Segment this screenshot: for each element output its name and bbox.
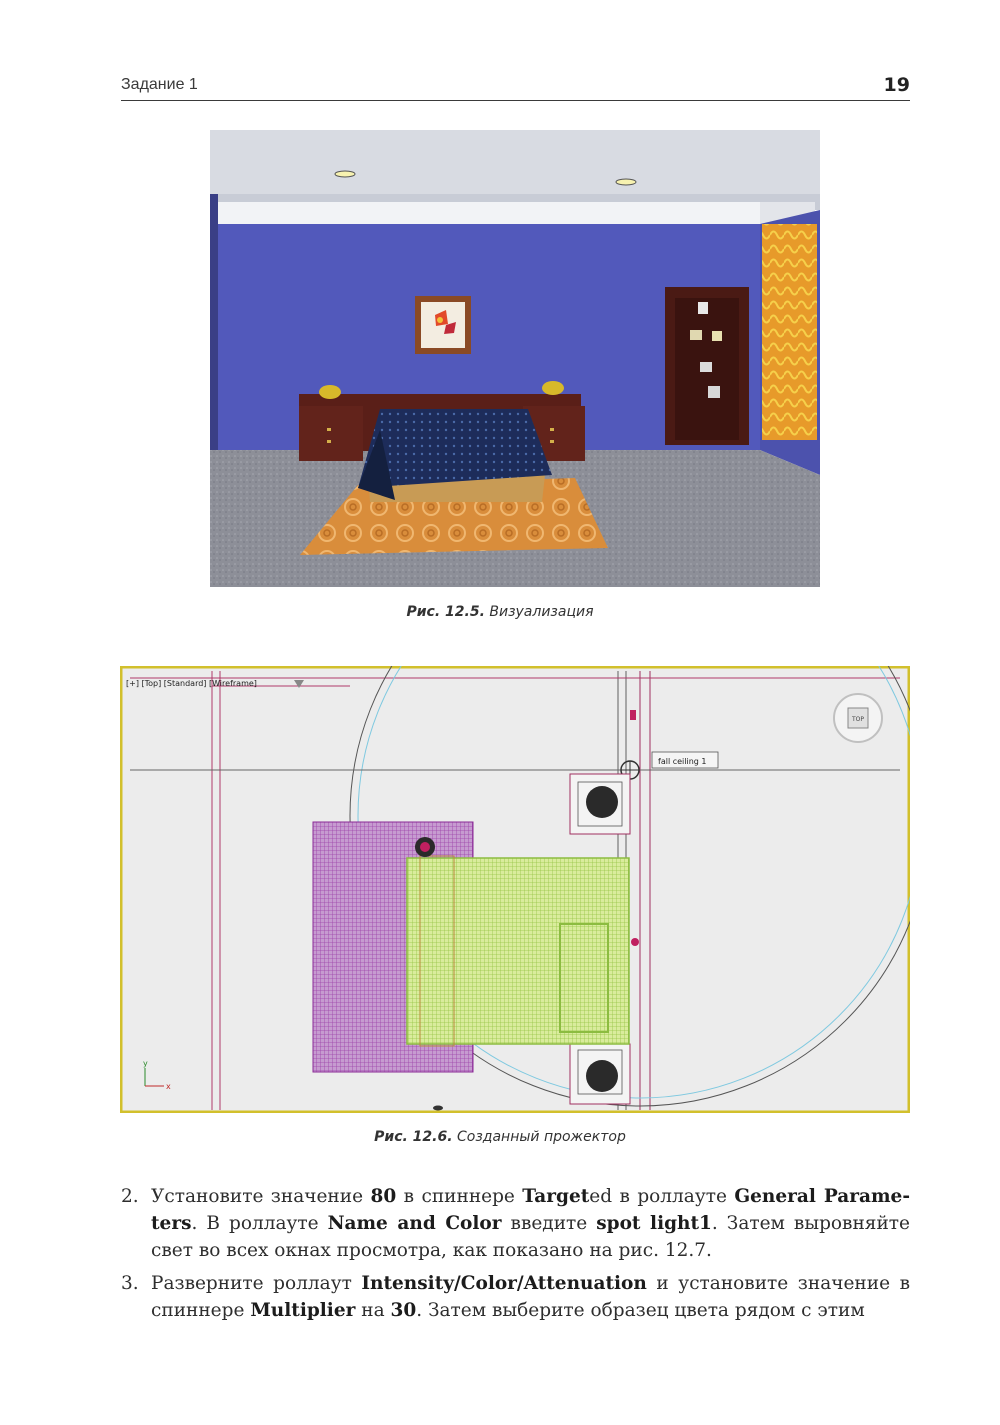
step-number: 3. <box>121 1273 139 1294</box>
step-text: Установите значение <box>151 1186 371 1207</box>
viewport-label[interactable]: [+] [Top] [Standard] [Wireframe] <box>126 679 257 688</box>
step-text: ed в роллауте <box>589 1186 735 1207</box>
step-text: и установите значение в спиннере <box>151 1273 910 1321</box>
figure-caption-2 <box>0 1129 1000 1145</box>
step-text: на <box>355 1300 391 1321</box>
step-text: . В роллауте <box>191 1213 328 1234</box>
step-text: . Затем выровняйте свет во всех окнах просмотра, как показано на рис. 12.7. <box>151 1213 910 1261</box>
step-number: 2. <box>121 1186 139 1207</box>
list-item <box>121 1183 910 1264</box>
axis-y-label: y <box>143 1059 148 1068</box>
list-item <box>121 1270 910 1324</box>
instruction-list <box>121 1183 910 1330</box>
figure-label: Рис. 12.6. <box>374 1129 453 1145</box>
step-bold: General Parame-ters <box>151 1186 910 1234</box>
step-text: Разверните роллаут <box>151 1273 362 1294</box>
step-bold: 30 <box>390 1300 417 1321</box>
render-image <box>210 130 820 587</box>
figure-caption-text: Визуализация <box>489 604 594 620</box>
page-number: 19 <box>883 74 910 96</box>
page-header <box>121 72 910 101</box>
step-text: в спиннере <box>396 1186 523 1207</box>
viewport-screenshot <box>120 666 910 1113</box>
axis-x-label: x <box>166 1082 171 1091</box>
figure-caption-1 <box>0 604 1000 620</box>
step-text: введите <box>501 1213 597 1234</box>
step-bold: 80 <box>370 1186 397 1207</box>
section-title: Задание 1 <box>121 76 198 93</box>
viewcube-label[interactable]: TOP <box>852 716 865 723</box>
step-bold: spot light1 <box>596 1213 712 1234</box>
figure-label: Рис. 12.5. <box>406 604 485 620</box>
figure-caption-text: Созданный прожектор <box>457 1129 626 1145</box>
step-bold: Target <box>522 1186 590 1207</box>
step-bold: Name and Color <box>327 1213 502 1234</box>
step-bold: Intensity/Color/Attenuation <box>361 1273 647 1294</box>
step-bold: Multiplier <box>250 1300 356 1321</box>
object-tag: fall ceiling 1 <box>658 757 707 766</box>
step-text: . Затем выберите образец цвета рядом с этим <box>416 1300 865 1321</box>
